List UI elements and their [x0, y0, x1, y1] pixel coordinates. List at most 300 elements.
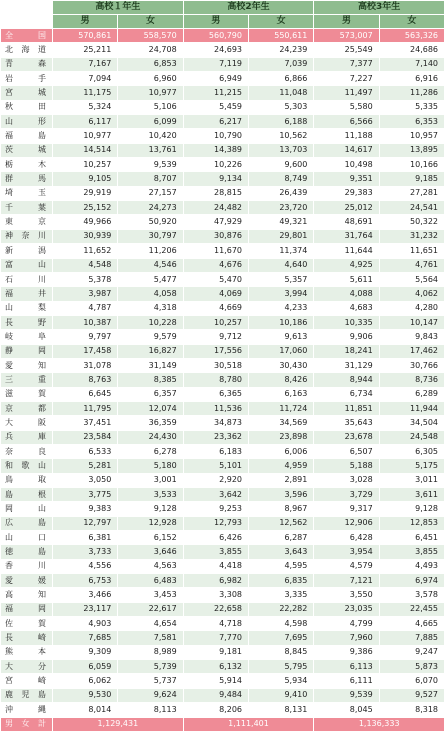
female-count-cell: 36,359 — [118, 416, 183, 430]
prefecture-name: 和歌山 — [1, 459, 53, 473]
female-count-cell: 3,994 — [249, 287, 314, 301]
gender-header-row — [1, 15, 445, 29]
female-count-cell: 5,106 — [118, 100, 183, 114]
male-count-cell: 5,470 — [183, 272, 248, 286]
prefecture-name: 宮崎 — [1, 674, 53, 688]
female-count-cell: 9,579 — [118, 330, 183, 344]
female-count-cell: 4,640 — [249, 258, 314, 272]
female-count-cell: 10,957 — [379, 129, 444, 143]
female-count-cell: 24,686 — [379, 43, 444, 57]
female-count-cell: 5,564 — [379, 272, 444, 286]
male-count-cell: 6,734 — [314, 387, 379, 401]
male-count-cell: 11,175 — [53, 86, 118, 100]
female-count-cell: 10,562 — [249, 129, 314, 143]
male-count-cell: 5,580 — [314, 100, 379, 114]
female-count-cell: 6,835 — [249, 574, 314, 588]
prefecture-name: 新潟 — [1, 244, 53, 258]
prefecture-name: 山形 — [1, 115, 53, 129]
female-count-cell: 9,128 — [118, 502, 183, 516]
male-count-cell: 5,459 — [183, 100, 248, 114]
female-count-cell: 34,569 — [249, 416, 314, 430]
prefecture-row — [1, 287, 445, 301]
female-count-cell: 8,426 — [249, 373, 314, 387]
female-count-cell: 7,695 — [249, 631, 314, 645]
male-count-cell: 24,482 — [183, 201, 248, 215]
male-count-cell: 30,518 — [183, 358, 248, 372]
prefecture-row — [1, 186, 445, 200]
female-count-cell: 5,335 — [379, 100, 444, 114]
female-count-cell: 24,430 — [118, 430, 183, 444]
prefecture-row — [1, 229, 445, 243]
female-count-cell: 22,455 — [379, 602, 444, 616]
male-count-cell: 4,556 — [53, 559, 118, 573]
male-count-cell: 11,670 — [183, 244, 248, 258]
female-count-cell: 4,598 — [249, 617, 314, 631]
male-count-cell: 31,764 — [314, 229, 379, 243]
female-header: 女 — [379, 15, 444, 29]
prefecture-name: 大阪 — [1, 416, 53, 430]
female-count-cell: 8,707 — [118, 172, 183, 186]
female-count-cell: 26,439 — [249, 186, 314, 200]
male-count-cell: 11,795 — [53, 401, 118, 415]
male-count-cell: 9,351 — [314, 172, 379, 186]
female-count-cell: 3,643 — [249, 545, 314, 559]
female-count-cell: 5,795 — [249, 660, 314, 674]
prefecture-row — [1, 301, 445, 315]
female-count-cell: 6,357 — [118, 387, 183, 401]
female-count-cell: 9,613 — [249, 330, 314, 344]
female-count-cell: 4,665 — [379, 617, 444, 631]
male-count-cell: 11,536 — [183, 401, 248, 415]
male-count-cell: 9,539 — [314, 688, 379, 702]
male-count-cell: 9,906 — [314, 330, 379, 344]
prefecture-name: 徳島 — [1, 545, 53, 559]
female-count-cell: 7,581 — [118, 631, 183, 645]
prefecture-name: 奈良 — [1, 444, 53, 458]
male-count-cell: 4,903 — [53, 617, 118, 631]
prefecture-row — [1, 545, 445, 559]
prefecture-name: 鳥取 — [1, 473, 53, 487]
male-count-cell: 48,691 — [314, 215, 379, 229]
male-count-cell: 4,676 — [183, 258, 248, 272]
male-count-cell: 6,113 — [314, 660, 379, 674]
female-count-cell: 5,934 — [249, 674, 314, 688]
male-count-cell: 25,549 — [314, 43, 379, 57]
female-count-cell: 6,278 — [118, 444, 183, 458]
prefecture-row — [1, 100, 445, 114]
male-count-cell: 47,929 — [183, 215, 248, 229]
prefecture-row — [1, 531, 445, 545]
prefecture-name: 岡山 — [1, 502, 53, 516]
male-count-cell: 6,428 — [314, 531, 379, 545]
male-count-cell: 8,014 — [53, 703, 118, 717]
female-count-cell: 9,600 — [249, 158, 314, 172]
prefecture-name: 茨城 — [1, 143, 53, 157]
prefecture-row — [1, 416, 445, 430]
male-count-cell: 5,101 — [183, 459, 248, 473]
male-count-cell: 6,753 — [53, 574, 118, 588]
national-label: 全国 — [1, 29, 53, 43]
prefecture-name: 福島 — [1, 129, 53, 143]
male-count-cell: 6,059 — [53, 660, 118, 674]
male-count-cell: 4,579 — [314, 559, 379, 573]
male-count-cell: 6,062 — [53, 674, 118, 688]
female-count-cell: 8,385 — [118, 373, 183, 387]
male-count-cell: 6,183 — [183, 444, 248, 458]
total-row — [1, 717, 445, 731]
female-count-cell: 30,797 — [118, 229, 183, 243]
male-count-cell: 3,466 — [53, 588, 118, 602]
female-count-cell: 4,493 — [379, 559, 444, 573]
male-count-cell: 4,799 — [314, 617, 379, 631]
male-count-cell: 17,458 — [53, 344, 118, 358]
male-count-cell: 14,389 — [183, 143, 248, 157]
female-count-cell: 24,239 — [249, 43, 314, 57]
female-count-cell: 6,099 — [118, 115, 183, 129]
female-count-cell: 4,959 — [249, 459, 314, 473]
corner-cell — [1, 1, 53, 29]
prefecture-row — [1, 201, 445, 215]
female-count-cell: 11,724 — [249, 401, 314, 415]
male-count-cell: 9,253 — [183, 502, 248, 516]
female-count-cell: 31,149 — [118, 358, 183, 372]
prefecture-name: 京都 — [1, 401, 53, 415]
female-count-cell: 34,504 — [379, 416, 444, 430]
prefecture-row — [1, 660, 445, 674]
male-count-cell: 7,227 — [314, 72, 379, 86]
prefecture-name: 高知 — [1, 588, 53, 602]
male-count-cell: 18,241 — [314, 344, 379, 358]
prefecture-row — [1, 430, 445, 444]
male-count-cell: 24,693 — [183, 43, 248, 57]
male-count-cell: 7,685 — [53, 631, 118, 645]
prefecture-name: 滋賀 — [1, 387, 53, 401]
male-count-cell: 10,257 — [53, 158, 118, 172]
female-count-cell: 4,595 — [249, 559, 314, 573]
male-count-cell: 49,966 — [53, 215, 118, 229]
prefecture-name: 福岡 — [1, 602, 53, 616]
female-count-cell: 23,720 — [249, 201, 314, 215]
prefecture-row — [1, 688, 445, 702]
male-count-cell: 3,642 — [183, 488, 248, 502]
male-count-cell: 10,226 — [183, 158, 248, 172]
female-header: 女 — [118, 15, 183, 29]
male-header: 男 — [53, 15, 118, 29]
female-count-cell: 6,287 — [249, 531, 314, 545]
prefecture-row — [1, 674, 445, 688]
female-count-cell: 11,374 — [249, 244, 314, 258]
female-count-cell: 27,281 — [379, 186, 444, 200]
female-count-cell: 7,140 — [379, 57, 444, 71]
female-count-cell: 4,280 — [379, 301, 444, 315]
female-count-cell: 9,128 — [379, 502, 444, 516]
female-count-cell: 24,548 — [379, 430, 444, 444]
female-count-cell: 6,006 — [249, 444, 314, 458]
prefecture-name: 佐賀 — [1, 617, 53, 631]
male-count-cell: 25,211 — [53, 43, 118, 57]
prefecture-name: 栃木 — [1, 158, 53, 172]
female-count-cell: 9,624 — [118, 688, 183, 702]
male-count-cell: 30,939 — [53, 229, 118, 243]
prefecture-name: 青森 — [1, 57, 53, 71]
female-count-cell: 17,060 — [249, 344, 314, 358]
prefecture-name: 石川 — [1, 272, 53, 286]
female-count-cell: 3,596 — [249, 488, 314, 502]
female-count-cell: 8,736 — [379, 373, 444, 387]
male-count-cell: 8,944 — [314, 373, 379, 387]
prefecture-name: 富山 — [1, 258, 53, 272]
male-count-cell: 30,876 — [183, 229, 248, 243]
prefecture-row — [1, 444, 445, 458]
prefecture-row — [1, 330, 445, 344]
female-count-cell: 11,651 — [379, 244, 444, 258]
female-count-cell: 10,228 — [118, 315, 183, 329]
prefecture-row — [1, 401, 445, 415]
national-value: 563,326 — [379, 29, 444, 43]
total-value-grade-2: 1,111,401 — [183, 717, 314, 731]
grade-header-row — [1, 1, 445, 15]
prefecture-row — [1, 57, 445, 71]
prefecture-name: 愛知 — [1, 358, 53, 372]
prefecture-row — [1, 143, 445, 157]
prefecture-name: 福井 — [1, 287, 53, 301]
prefecture-row — [1, 344, 445, 358]
female-count-cell: 5,357 — [249, 272, 314, 286]
male-count-cell: 6,982 — [183, 574, 248, 588]
female-count-cell: 5,303 — [249, 100, 314, 114]
prefecture-name: 群馬 — [1, 172, 53, 186]
female-count-cell: 30,430 — [249, 358, 314, 372]
female-count-cell: 24,708 — [118, 43, 183, 57]
male-count-cell: 4,088 — [314, 287, 379, 301]
female-count-cell: 3,855 — [379, 545, 444, 559]
male-count-cell: 11,215 — [183, 86, 248, 100]
male-count-cell: 4,683 — [314, 301, 379, 315]
national-value: 573,007 — [314, 29, 379, 43]
male-count-cell: 31,078 — [53, 358, 118, 372]
prefecture-row — [1, 645, 445, 659]
male-count-cell: 6,117 — [53, 115, 118, 129]
male-count-cell: 3,733 — [53, 545, 118, 559]
male-count-cell: 8,780 — [183, 373, 248, 387]
female-count-cell: 10,186 — [249, 315, 314, 329]
male-count-cell: 35,643 — [314, 416, 379, 430]
male-count-cell: 10,335 — [314, 315, 379, 329]
male-count-cell: 3,308 — [183, 588, 248, 602]
female-count-cell: 4,761 — [379, 258, 444, 272]
prefecture-row — [1, 631, 445, 645]
male-count-cell: 7,094 — [53, 72, 118, 86]
male-count-cell: 5,611 — [314, 272, 379, 286]
prefecture-row — [1, 158, 445, 172]
female-count-cell: 9,539 — [118, 158, 183, 172]
prefecture-row — [1, 473, 445, 487]
prefecture-row — [1, 516, 445, 530]
female-count-cell: 12,853 — [379, 516, 444, 530]
male-count-cell: 5,324 — [53, 100, 118, 114]
male-count-cell: 5,188 — [314, 459, 379, 473]
male-count-cell: 8,206 — [183, 703, 248, 717]
female-count-cell: 6,960 — [118, 72, 183, 86]
male-count-cell: 9,105 — [53, 172, 118, 186]
male-count-cell: 23,362 — [183, 430, 248, 444]
female-count-cell: 6,289 — [379, 387, 444, 401]
female-count-cell: 3,646 — [118, 545, 183, 559]
female-count-cell: 3,335 — [249, 588, 314, 602]
prefecture-row — [1, 258, 445, 272]
prefecture-row — [1, 272, 445, 286]
female-count-cell: 8,131 — [249, 703, 314, 717]
prefecture-row — [1, 502, 445, 516]
male-count-cell: 23,584 — [53, 430, 118, 444]
female-count-cell: 4,546 — [118, 258, 183, 272]
prefecture-row — [1, 373, 445, 387]
male-count-cell: 6,566 — [314, 115, 379, 129]
prefecture-name: 愛媛 — [1, 574, 53, 588]
male-count-cell: 10,387 — [53, 315, 118, 329]
national-row — [1, 29, 445, 43]
female-count-cell: 6,451 — [379, 531, 444, 545]
female-count-cell: 8,749 — [249, 172, 314, 186]
prefecture-row — [1, 387, 445, 401]
prefecture-name: 宮城 — [1, 86, 53, 100]
female-count-cell: 8,845 — [249, 645, 314, 659]
male-count-cell: 29,383 — [314, 186, 379, 200]
female-count-cell: 8,967 — [249, 502, 314, 516]
female-count-cell: 12,074 — [118, 401, 183, 415]
male-count-cell: 23,035 — [314, 602, 379, 616]
prefecture-name: 秋田 — [1, 100, 53, 114]
female-count-cell: 10,166 — [379, 158, 444, 172]
male-count-cell: 14,514 — [53, 143, 118, 157]
male-count-cell: 4,925 — [314, 258, 379, 272]
female-count-cell: 6,974 — [379, 574, 444, 588]
grade-header-3: 高校3年生 — [314, 1, 445, 15]
prefecture-name: 三重 — [1, 373, 53, 387]
male-count-cell: 31,129 — [314, 358, 379, 372]
male-count-cell: 9,317 — [314, 502, 379, 516]
male-count-cell: 9,712 — [183, 330, 248, 344]
prefecture-row — [1, 602, 445, 616]
prefecture-row — [1, 559, 445, 573]
female-count-cell: 31,232 — [379, 229, 444, 243]
male-count-cell: 9,530 — [53, 688, 118, 702]
female-count-cell: 11,206 — [118, 244, 183, 258]
female-count-cell: 30,766 — [379, 358, 444, 372]
female-count-cell: 3,578 — [379, 588, 444, 602]
female-count-cell: 13,761 — [118, 143, 183, 157]
female-count-cell: 9,410 — [249, 688, 314, 702]
male-count-cell: 6,381 — [53, 531, 118, 545]
male-count-cell: 6,111 — [314, 674, 379, 688]
male-count-cell: 4,418 — [183, 559, 248, 573]
male-count-cell: 5,914 — [183, 674, 248, 688]
prefecture-name: 千葉 — [1, 201, 53, 215]
female-count-cell: 5,175 — [379, 459, 444, 473]
male-count-cell: 6,365 — [183, 387, 248, 401]
female-count-cell: 3,011 — [379, 473, 444, 487]
male-count-cell: 6,426 — [183, 531, 248, 545]
female-count-cell: 13,895 — [379, 143, 444, 157]
prefecture-name: 北海道 — [1, 43, 53, 57]
male-count-cell: 5,281 — [53, 459, 118, 473]
female-count-cell: 4,318 — [118, 301, 183, 315]
male-count-cell: 5,378 — [53, 272, 118, 286]
male-count-cell: 2,920 — [183, 473, 248, 487]
prefecture-name: 静岡 — [1, 344, 53, 358]
female-count-cell: 4,563 — [118, 559, 183, 573]
male-count-cell: 12,797 — [53, 516, 118, 530]
prefecture-name: 熊本 — [1, 645, 53, 659]
prefecture-name: 長野 — [1, 315, 53, 329]
prefecture-row — [1, 617, 445, 631]
prefecture-name: 長崎 — [1, 631, 53, 645]
male-count-cell: 10,977 — [53, 129, 118, 143]
female-count-cell: 4,654 — [118, 617, 183, 631]
female-count-cell: 49,321 — [249, 215, 314, 229]
female-count-cell: 24,273 — [118, 201, 183, 215]
male-count-cell: 8,045 — [314, 703, 379, 717]
male-count-cell: 8,763 — [53, 373, 118, 387]
female-count-cell: 2,891 — [249, 473, 314, 487]
female-header: 女 — [249, 15, 314, 29]
prefecture-name: 兵庫 — [1, 430, 53, 444]
female-count-cell: 4,062 — [379, 287, 444, 301]
male-count-cell: 9,309 — [53, 645, 118, 659]
male-count-cell: 6,507 — [314, 444, 379, 458]
male-count-cell: 9,386 — [314, 645, 379, 659]
female-count-cell: 4,058 — [118, 287, 183, 301]
male-count-cell: 25,012 — [314, 201, 379, 215]
male-header: 男 — [314, 15, 379, 29]
male-count-cell: 3,987 — [53, 287, 118, 301]
prefecture-name: 大分 — [1, 660, 53, 674]
male-count-cell: 9,484 — [183, 688, 248, 702]
female-count-cell: 9,843 — [379, 330, 444, 344]
male-count-cell: 25,152 — [53, 201, 118, 215]
male-count-cell: 3,775 — [53, 488, 118, 502]
prefecture-name: 東京 — [1, 215, 53, 229]
male-count-cell: 12,793 — [183, 516, 248, 530]
prefecture-name: 広島 — [1, 516, 53, 530]
female-count-cell: 7,039 — [249, 57, 314, 71]
female-count-cell: 3,611 — [379, 488, 444, 502]
male-count-cell: 3,050 — [53, 473, 118, 487]
male-count-cell: 9,383 — [53, 502, 118, 516]
male-count-cell: 11,652 — [53, 244, 118, 258]
female-count-cell: 10,420 — [118, 129, 183, 143]
female-count-cell: 6,163 — [249, 387, 314, 401]
male-count-cell: 17,556 — [183, 344, 248, 358]
national-value: 560,790 — [183, 29, 248, 43]
national-value: 558,570 — [118, 29, 183, 43]
male-count-cell: 6,533 — [53, 444, 118, 458]
total-value-grade-3: 1,136,333 — [314, 717, 445, 731]
prefecture-name: 山梨 — [1, 301, 53, 315]
prefecture-name: 山口 — [1, 531, 53, 545]
female-count-cell: 7,885 — [379, 631, 444, 645]
female-count-cell: 9,247 — [379, 645, 444, 659]
male-count-cell: 11,497 — [314, 86, 379, 100]
prefecture-row — [1, 703, 445, 717]
male-count-cell: 3,855 — [183, 545, 248, 559]
female-count-cell: 9,185 — [379, 172, 444, 186]
male-count-cell: 4,548 — [53, 258, 118, 272]
prefecture-name: 岐阜 — [1, 330, 53, 344]
female-count-cell: 5,477 — [118, 272, 183, 286]
male-count-cell: 34,873 — [183, 416, 248, 430]
male-count-cell: 11,851 — [314, 401, 379, 415]
